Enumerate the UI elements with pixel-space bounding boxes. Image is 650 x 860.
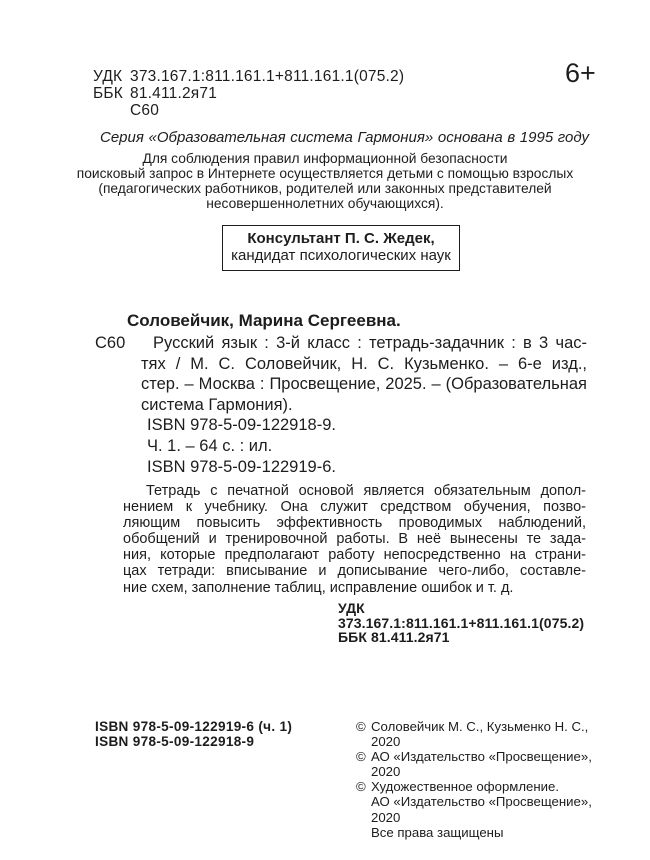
consultant-degree: кандидат психологических наук (231, 247, 451, 264)
copyright-row (356, 825, 592, 840)
safety-line: поисковый запрос в Интернете осуществляется детьми с помощью взрослых (76, 165, 574, 181)
annotation-line: ние схем, заполнение таблиц, исправление ошибок и т. д. (123, 579, 514, 596)
annotation-line: нением к учебнику. Она служит средством обучения, позво- (123, 499, 586, 516)
catalog-entry (95, 333, 587, 477)
copyright-row (356, 719, 592, 749)
safety-line: (педагогических работников, родителей или законных представителей (98, 180, 552, 196)
annotation-line: цах тетради: вписывание и дописывание чего-либо, составле- (123, 563, 586, 580)
copyright-row (356, 749, 592, 779)
udk-line (93, 68, 404, 85)
copyright-row (356, 794, 592, 824)
catalog-line: тях / М. С. Соловейчик, Н. С. Кузьменко. – 6-е изд., (141, 354, 587, 373)
footer-isbn-line: ISBN 978-5-09-122919-6 (ч. 1) (95, 719, 293, 734)
annotation (123, 483, 586, 596)
classification-header (93, 68, 404, 119)
classification-footer (338, 601, 587, 645)
classification-code: С60 (130, 102, 160, 119)
consultant-name: Консультант П. С. Жедек, (247, 230, 435, 248)
udk-value: 373.167.1:811.161.1+811.161.1(075.2) (130, 68, 405, 85)
catalog-line: Русский язык : 3-й класс : тетрадь-задачник : в 3 час- (153, 334, 587, 352)
copyright-mark (356, 825, 371, 840)
safety-line: несовершеннолетних обучающихся). (206, 195, 444, 211)
copyright-mark (356, 794, 371, 824)
copyright-text: АО «Издательство «Просвещение», 2020 (371, 794, 592, 825)
catalog-code: С60 (95, 334, 126, 352)
bbk-value: 81.411.2я71 (130, 85, 218, 102)
age-rating-badge: 6+ (565, 58, 596, 88)
annotation-line: Тетрадь с печатной основой является обязательным допол- (146, 483, 586, 499)
annotation-line: ляющим повысить эффективность проводимых наблюдений, (123, 515, 586, 532)
internet-safety-notice (58, 152, 592, 212)
annotation-line: ния, которые предполагают работу непосредственно на страни- (123, 547, 586, 564)
author-heading: Соловейчик, Марина Сергеевна. (127, 311, 401, 330)
series-line: Серия «Образовательная система Гармония» основана в 1995 году (100, 129, 589, 146)
copyright-mark: © (356, 749, 366, 765)
udk-label: УДК (93, 68, 123, 85)
copyright-block (356, 719, 592, 840)
copyright-text: Соловейчик М. С., Кузьменко Н. С., 2020 (371, 719, 589, 750)
footer-isbn-line: ISBN 978-5-09-122918-9 (95, 734, 255, 750)
isbn-line: ISBN 978-5-09-122919-6. (147, 457, 336, 476)
copyright-mark: © (356, 779, 366, 795)
isbn-line: ISBN 978-5-09-122918-9. (147, 416, 336, 435)
catalog-line: система Гармония). (141, 395, 293, 414)
catalog-entry-text (141, 333, 587, 477)
annotation-line: обобщений и тренировочной работы. В неё вынесены те зада- (123, 531, 586, 548)
copyright-text: АО «Издательство «Просвещение», 2020 (371, 749, 592, 780)
consultant-box (222, 225, 460, 271)
catalog-line: стер. – Москва : Просвещение, 2025. – (Образовательная (141, 375, 587, 394)
bbk-footer-line: ББК 81.411.2я71 (338, 629, 450, 646)
copyright-mark: © (356, 719, 366, 734)
udk-footer-line: УДК 373.167.1:811.161.1+811.161.1(075.2) (338, 600, 585, 631)
bbk-label: ББК (93, 85, 123, 102)
footer-isbn-block (95, 719, 292, 750)
copyright-row (356, 779, 592, 794)
copyright-text: Все права защищены (371, 824, 504, 840)
safety-line: Для соблюдения правил информационной безопасности (142, 151, 508, 166)
copyright-text: Художественное оформление. (371, 779, 560, 795)
part-line: Ч. 1. – 64 с. : ил. (147, 436, 273, 455)
bbk-line (93, 85, 404, 102)
